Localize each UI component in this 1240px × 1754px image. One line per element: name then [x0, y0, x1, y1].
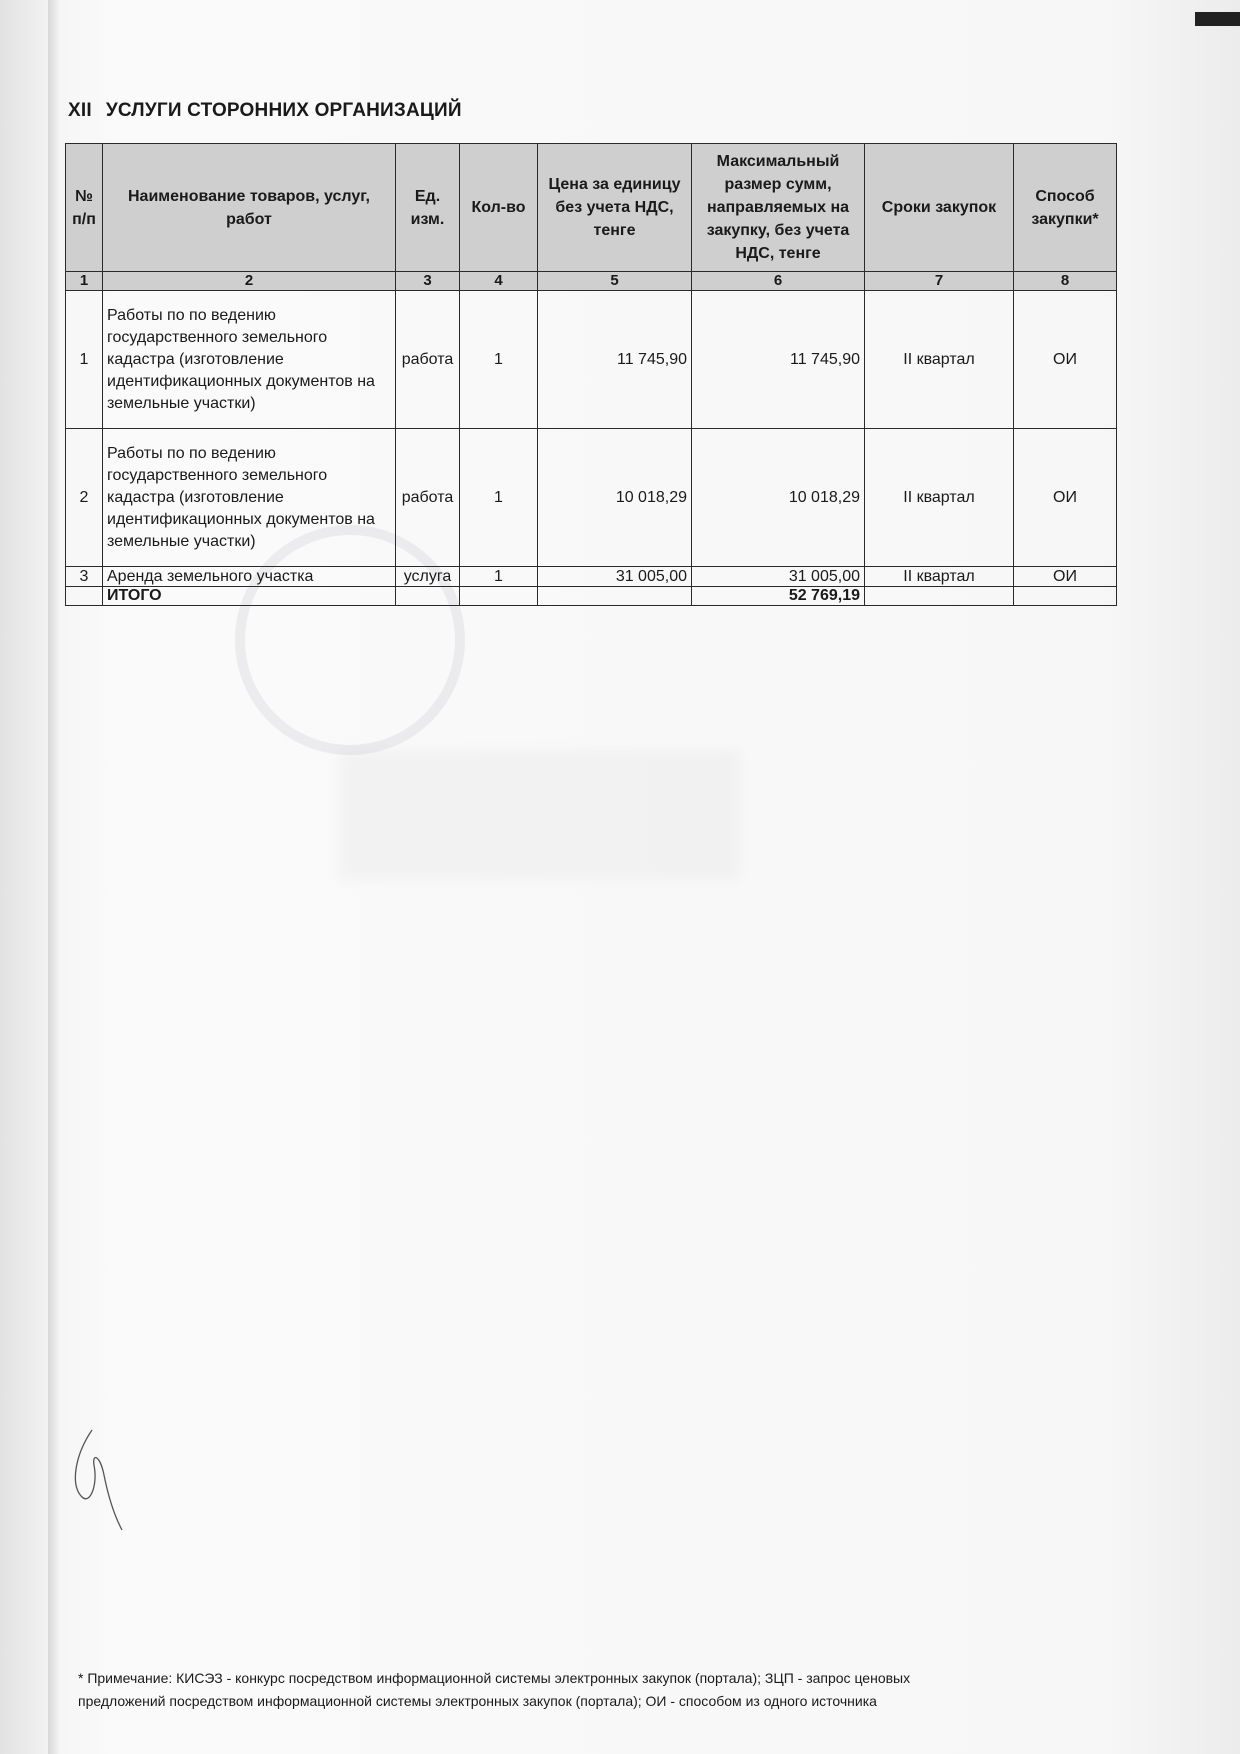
item-amount: 11 745,90 [692, 291, 865, 429]
empty-cell [1014, 587, 1117, 606]
footnote [78, 1667, 1078, 1713]
item-period: II квартал [865, 429, 1014, 567]
column-number: 3 [396, 272, 460, 291]
column-number: 7 [865, 272, 1014, 291]
footnote-line: предложений посредством информационной системы электронных закупок (портала); ОИ - способом из одного источника [78, 1693, 877, 1709]
header-cell: Сроки закупок [865, 144, 1014, 272]
row-number: 3 [66, 567, 103, 587]
item-unit: работа [396, 291, 460, 429]
row-number: 2 [66, 429, 103, 567]
item-price: 11 745,90 [538, 291, 692, 429]
header-cell: Кол-во [460, 144, 538, 272]
empty-cell [865, 587, 1014, 606]
column-number: 8 [1014, 272, 1117, 291]
item-unit: работа [396, 429, 460, 567]
total-amount: 52 769,19 [692, 587, 865, 606]
table-row [66, 291, 1117, 429]
item-period: II квартал [865, 567, 1014, 587]
item-amount: 31 005,00 [692, 567, 865, 587]
header-row [66, 144, 1117, 272]
empty-cell [396, 587, 460, 606]
item-name: Аренда земельного участка [103, 567, 396, 587]
page-edge-shadow [48, 0, 60, 1754]
item-qty: 1 [460, 291, 538, 429]
column-number: 6 [692, 272, 865, 291]
footnote-line: * Примечание: КИСЭЗ - конкурс посредством информационной системы электронных закупок (портала); ЗЦП - запрос ценовых [78, 1670, 911, 1686]
empty-cell [460, 587, 538, 606]
item-period: II квартал [865, 291, 1014, 429]
empty-cell [66, 587, 103, 606]
item-amount: 10 018,29 [692, 429, 865, 567]
item-qty: 1 [460, 567, 538, 587]
column-number-row [66, 272, 1117, 291]
header-cell: Способ закупки* [1014, 144, 1117, 272]
signature-mark [70, 1425, 130, 1535]
column-number: 5 [538, 272, 692, 291]
item-price: 31 005,00 [538, 567, 692, 587]
table-row [66, 429, 1117, 567]
bleed-through-text [340, 750, 740, 880]
purchases-table [65, 143, 1117, 606]
column-number: 2 [103, 272, 396, 291]
total-row [66, 587, 1117, 606]
column-number: 4 [460, 272, 538, 291]
column-number: 1 [66, 272, 103, 291]
section-heading: УСЛУГИ СТОРОННИХ ОРГАНИЗАЦИЙ [105, 100, 462, 121]
header-cell: № п/п [66, 144, 103, 272]
header-cell: Максимальный размер сумм, направляемых на закупку, без учета НДС, тенге [692, 144, 865, 272]
empty-cell [538, 587, 692, 606]
item-name: Работы по по ведению государственного земельного кадастра (изготовление идентификационных документов на земельные участки) [103, 291, 396, 429]
item-qty: 1 [460, 429, 538, 567]
table-row [66, 567, 1117, 587]
item-method: ОИ [1014, 567, 1117, 587]
section-title [68, 100, 462, 122]
scan-corner-mark [1195, 12, 1240, 26]
section-number: XII [68, 100, 92, 121]
item-method: ОИ [1014, 429, 1117, 567]
item-method: ОИ [1014, 291, 1117, 429]
header-cell: Ед. изм. [396, 144, 460, 272]
item-price: 10 018,29 [538, 429, 692, 567]
header-cell: Наименование товаров, услуг, работ [103, 144, 396, 272]
item-unit: услуга [396, 567, 460, 587]
header-cell: Цена за единицу без учета НДС, тенге [538, 144, 692, 272]
item-name: Работы по по ведению государственного земельного кадастра (изготовление идентификационных документов на земельные участки) [103, 429, 396, 567]
total-label: ИТОГО [103, 587, 396, 606]
row-number: 1 [66, 291, 103, 429]
